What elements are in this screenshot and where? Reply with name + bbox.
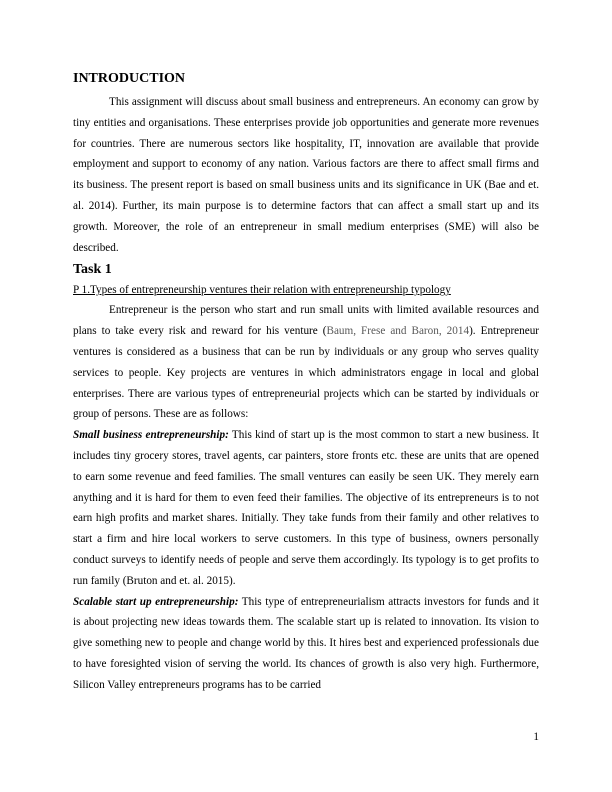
scalable-text: This type of entrepreneurialism attracts investors for funds and it is about projecting new ideas towards them. The scalable start up is related to innovation. Its vision to give something new to people and change world by this. It hires best and experienced professionals due to have foresighted vision of serving the world. Its chances of growth is also very high. Furthermore, Silicon Valley entrepreneurs programs has to be carried xyxy=(73,595,539,691)
small-business-label: Small business entrepreneurship: xyxy=(73,429,229,442)
task-heading: Task 1 xyxy=(73,262,112,278)
citation: Baum, Frese and Baron, 2014 xyxy=(326,325,470,338)
entrepreneur-text-end: ). Entrepreneur ventures is considered as a business that can be run by individuals or any group who serves quality services to people. Key projects are ventures in which administrators engage in local and global enterprises. There are various types of entrepreneurial projects which can be started by individuals or group of persons. These are as follows: xyxy=(73,325,540,421)
small-business-text: This kind of start up is the most common to start a new business. It includes tiny grocery stores, travel agents, car painters, store fronts etc. these are units that are opened to earn some revenue and feed families. The small ventures can easily be seen UK. They merely earn anything and it is hard for them to even feed their families. The objective of its entrepreneurs is to not earn high profits and market shares. Initially. They take funds from their family and other relatives to start a firm and hire local workers to serve customers. In this type of business, owners personally conduct surveys to identify needs of people and serve them accordingly. Its typology is to get profits to run family (Bruton and et. al. 2015). xyxy=(73,429,539,587)
entrepreneur-paragraph xyxy=(73,300,539,425)
page-content xyxy=(73,70,539,696)
page-number: 1 xyxy=(533,731,539,743)
small-business-paragraph xyxy=(73,425,539,591)
scalable-paragraph xyxy=(73,592,539,696)
section-subheading: P 1.Types of entrepreneurship ventures their relation with entrepreneurship typology xyxy=(73,284,451,297)
scalable-label: Scalable start up entrepreneurship: xyxy=(73,595,239,608)
introduction-heading: INTRODUCTION xyxy=(73,71,186,86)
entrepreneur-text-start: Entrepreneur is the person who start and run small units with limited available resources and plans to take every risk and reward for his venture ( xyxy=(73,304,539,338)
intro-paragraph: This assignment will discuss about small business and entrepreneurs. An economy can grow by tiny entities and organisations. These enterprises provide job opportunities and generate more revenues for countries. There are numerous sectors like hospitality, IT, innovation are available that provide employment and support to economy of any nation. Various factors are there to affect small firms and its business. The present report is based on small business units and its significance in UK (Bae and et. al. 2014). Further, its main purpose is to determine factors that can affect a small start up and its growth. Moreover, the role of an entrepreneur in small medium enterprises (SME) will also be described. xyxy=(73,96,539,254)
